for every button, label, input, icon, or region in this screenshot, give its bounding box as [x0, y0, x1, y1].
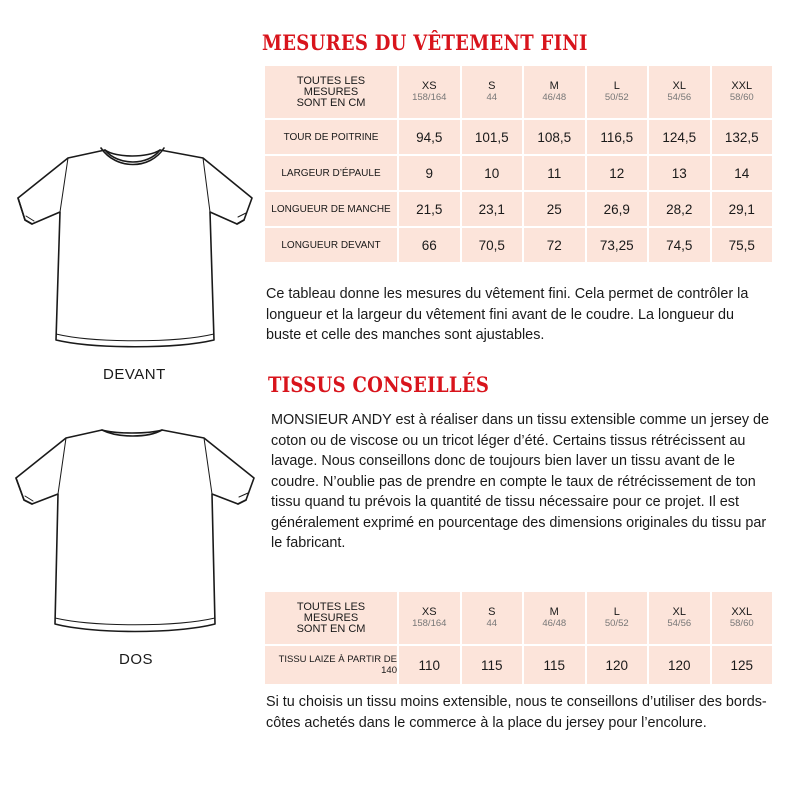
size-header: XL 54/56 [649, 592, 710, 644]
table-cell: 125 [712, 646, 773, 684]
row-label: TISSU LAIZE À PARTIR DE 140 [265, 646, 397, 684]
table-cell: 101,5 [462, 120, 523, 154]
table-row [265, 646, 772, 684]
tshirt-back-illustration [8, 424, 264, 638]
table-cell: 25 [524, 192, 585, 226]
fabric-title: TISSUS CONSEILLÉS [268, 372, 490, 397]
size-header: L 50/52 [587, 592, 648, 644]
row-label: LONGUEUR DE MANCHE [265, 192, 397, 226]
table-cell: 21,5 [399, 192, 460, 226]
table-cell: 70,5 [462, 228, 523, 262]
table-cell: 28,2 [649, 192, 710, 226]
table-row [265, 228, 772, 262]
table-cell: 26,9 [587, 192, 648, 226]
size-header: S 44 [462, 66, 523, 118]
table-cell: 13 [649, 156, 710, 190]
front-caption: DEVANT [103, 366, 166, 383]
table-cell: 73,25 [587, 228, 648, 262]
table-row [265, 156, 772, 190]
size-header: XS 158/164 [399, 66, 460, 118]
measures-title: MESURES DU VÊTEMENT FINI [262, 30, 588, 55]
fabric-text: MONSIEUR ANDY est à réaliser dans un tissu extensible comme un jersey de coton ou de viscose ou un tricot léger d’été. Certains tissus rétrécissent au lavage. Nous conseillons donc de toujours bien laver un tissu avant de le coudre. N’oublie pas de prendre en compte le taux de rétrécissement de ton tissu quand tu prévois la quantité de tissu nécessaire pour ce projet. Il est généralement exprimé en pourcentage des dimensions originales du tissu par le fabricant. [271, 412, 770, 551]
fabric-quantity-table [263, 590, 774, 686]
table-cell: 108,5 [524, 120, 585, 154]
size-header: XL 54/56 [649, 66, 710, 118]
table-cell: 12 [587, 156, 648, 190]
size-header: M 46/48 [524, 592, 585, 644]
table-cell: 110 [399, 646, 460, 684]
size-header: S 44 [462, 592, 523, 644]
table-header-row [265, 66, 772, 118]
measures-note: Ce tableau donne les mesures du vêtement fini. Cela permet de contrôler la longueur et la largeur du vêtement fini avant de le coudre. La longueur du buste et celle des manches sont ajustables. [266, 286, 749, 343]
table-cell: 132,5 [712, 120, 773, 154]
table-cell: 29,1 [712, 192, 773, 226]
row-label: LONGUEUR DEVANT [265, 228, 397, 262]
tshirt-front-illustration [8, 144, 264, 356]
row-label: LARGEUR D’ÉPAULE [265, 156, 397, 190]
table-cell: 120 [649, 646, 710, 684]
table-cell: 120 [587, 646, 648, 684]
table-cell: 10 [462, 156, 523, 190]
table-cell: 94,5 [399, 120, 460, 154]
table-cell: 9 [399, 156, 460, 190]
table-cell: 72 [524, 228, 585, 262]
units-note: TOUTES LES MESURES SONT EN CM [265, 592, 397, 644]
size-header: XXL 58/60 [712, 66, 773, 118]
table-header-row [265, 592, 772, 644]
table-cell: 115 [462, 646, 523, 684]
table-cell: 66 [399, 228, 460, 262]
table-cell: 124,5 [649, 120, 710, 154]
units-note: TOUTES LES MESURES SONT EN CM [265, 66, 397, 118]
table-cell: 115 [524, 646, 585, 684]
back-caption: DOS [119, 651, 154, 668]
table-cell: 116,5 [587, 120, 648, 154]
table-row [265, 120, 772, 154]
table-cell: 11 [524, 156, 585, 190]
fabric-note: Si tu choisis un tissu moins extensible, nous te conseillons d’utiliser des bords-côtes achetés dans le commerce à la place du jersey pour l’encolure. [266, 694, 767, 731]
table-cell: 23,1 [462, 192, 523, 226]
table-cell: 75,5 [712, 228, 773, 262]
table-cell: 74,5 [649, 228, 710, 262]
size-header: L 50/52 [587, 66, 648, 118]
size-header: M 46/48 [524, 66, 585, 118]
finished-measurements-table [263, 64, 774, 264]
size-header: XS 158/164 [399, 592, 460, 644]
row-label: TOUR DE POITRINE [265, 120, 397, 154]
table-row [265, 192, 772, 226]
table-cell: 14 [712, 156, 773, 190]
size-header: XXL 58/60 [712, 592, 773, 644]
